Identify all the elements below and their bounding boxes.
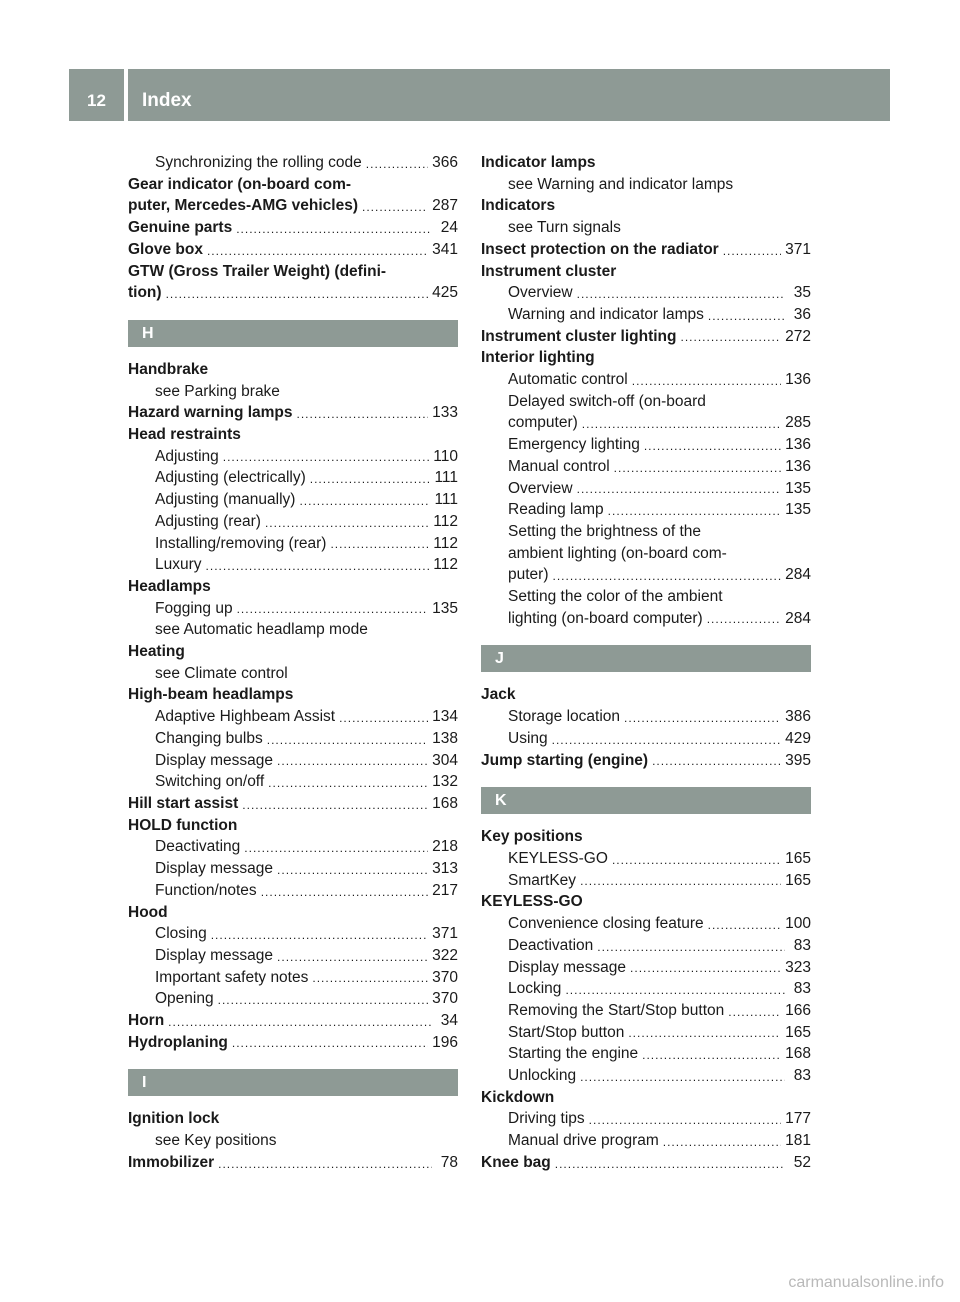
index-subentry bbox=[128, 945, 458, 967]
dot-leader bbox=[207, 246, 428, 256]
dot-leader bbox=[277, 865, 428, 875]
index-entry bbox=[128, 1152, 458, 1174]
index-subentry bbox=[128, 598, 458, 620]
page-ref: 24 bbox=[440, 219, 458, 237]
index-subentry bbox=[128, 152, 458, 174]
entry-text: Locking bbox=[508, 980, 562, 998]
page-ref: 313 bbox=[432, 860, 458, 878]
dot-leader bbox=[608, 506, 781, 516]
page-ref: 135 bbox=[432, 599, 458, 617]
index-subentry bbox=[481, 1000, 811, 1022]
entry-text: lighting (on-board computer) bbox=[508, 609, 703, 627]
index-entry bbox=[128, 217, 458, 239]
dot-leader bbox=[580, 876, 781, 886]
page-number: 12 bbox=[87, 91, 106, 110]
dot-leader bbox=[708, 311, 785, 321]
index-subentry bbox=[128, 706, 458, 728]
page-ref: 177 bbox=[785, 1110, 811, 1128]
dot-leader bbox=[166, 289, 429, 299]
entry-text: Closing bbox=[155, 925, 207, 943]
entry-text: Overview bbox=[508, 284, 573, 302]
entry-text: Unlocking bbox=[508, 1067, 577, 1085]
page-ref: 323 bbox=[785, 958, 811, 976]
index-subentry bbox=[481, 412, 811, 434]
index-heading: Hood bbox=[128, 903, 168, 921]
entry-text: Insect protection on the radiator bbox=[481, 240, 719, 258]
dot-leader bbox=[218, 1159, 432, 1169]
entry-text: Changing bulbs bbox=[155, 729, 263, 747]
entry-text: Reading lamp bbox=[508, 501, 604, 519]
entry-text: Hill start assist bbox=[128, 794, 239, 812]
index-heading: see Key positions bbox=[155, 1132, 277, 1150]
index-subentry bbox=[481, 913, 811, 935]
index-subentry bbox=[481, 434, 811, 456]
index-subentry bbox=[481, 935, 811, 957]
page-ref: 138 bbox=[432, 729, 458, 747]
dot-leader bbox=[707, 614, 781, 624]
entry-text: Glove box bbox=[128, 240, 203, 258]
page-ref: 168 bbox=[432, 794, 458, 812]
page-ref: 112 bbox=[433, 556, 458, 574]
dot-leader bbox=[614, 463, 781, 473]
index-subentry bbox=[128, 880, 458, 902]
dot-leader bbox=[299, 496, 430, 506]
entry-text: Instrument cluster lighting bbox=[481, 327, 677, 345]
page-ref: 34 bbox=[440, 1012, 458, 1030]
index-heading: Key positions bbox=[481, 828, 583, 846]
dot-leader bbox=[723, 246, 781, 256]
index-subentry bbox=[128, 728, 458, 750]
section-header: K bbox=[481, 787, 811, 814]
index-entry bbox=[128, 1032, 458, 1054]
index-subentry bbox=[481, 608, 811, 630]
page-ref: 83 bbox=[793, 980, 811, 998]
dot-leader bbox=[232, 1038, 428, 1048]
page-ref: 287 bbox=[432, 197, 458, 215]
index-subentry bbox=[128, 836, 458, 858]
index-heading: see Turn signals bbox=[508, 219, 621, 237]
dot-leader bbox=[582, 419, 781, 429]
index-heading: HOLD function bbox=[128, 816, 238, 834]
page-ref: 284 bbox=[785, 609, 811, 627]
entry-text: Driving tips bbox=[508, 1110, 585, 1128]
page-ref: 36 bbox=[793, 305, 811, 323]
index-entry bbox=[481, 326, 811, 348]
entry-text: Adjusting (manually) bbox=[155, 491, 296, 509]
page-ref: 165 bbox=[785, 871, 811, 889]
index-subentry bbox=[481, 1065, 811, 1087]
entry-text: Jump starting (engine) bbox=[481, 751, 649, 769]
page-ref: 166 bbox=[785, 1001, 811, 1019]
entry-text: Deactivating bbox=[155, 838, 241, 856]
index-heading: High-beam headlamps bbox=[128, 686, 294, 704]
page-ref: 386 bbox=[785, 708, 811, 726]
entry-text: Display message bbox=[155, 751, 274, 769]
index-subentry bbox=[128, 750, 458, 772]
index-heading: Handbrake bbox=[128, 360, 209, 378]
entry-text: Adjusting (rear) bbox=[155, 512, 261, 530]
entry-text: Warning and indicator lamps bbox=[508, 305, 704, 323]
page-ref: 285 bbox=[785, 414, 811, 432]
entry-text: Deactivation bbox=[508, 936, 594, 954]
section-header: J bbox=[481, 645, 811, 672]
dot-leader bbox=[267, 735, 428, 745]
index-subentry bbox=[481, 499, 811, 521]
dot-leader bbox=[297, 409, 429, 419]
index-subentry bbox=[481, 282, 811, 304]
dot-leader bbox=[624, 713, 781, 723]
index-entry bbox=[128, 195, 458, 217]
index-heading: Ignition lock bbox=[128, 1110, 220, 1128]
index-subentry bbox=[128, 554, 458, 576]
index-entry bbox=[128, 402, 458, 424]
page-ref: 165 bbox=[785, 849, 811, 867]
dot-leader bbox=[680, 332, 781, 342]
page-ref: 218 bbox=[432, 838, 458, 856]
dot-leader bbox=[628, 1028, 781, 1038]
dot-leader bbox=[577, 484, 782, 494]
page-ref: 429 bbox=[785, 729, 811, 747]
page-ref: 112 bbox=[433, 534, 458, 552]
index-heading: Indicators bbox=[481, 197, 556, 215]
index-subentry bbox=[481, 304, 811, 326]
entry-text: Hazard warning lamps bbox=[128, 404, 293, 422]
page-ref: 322 bbox=[432, 946, 458, 964]
dot-leader bbox=[265, 518, 429, 528]
page-ref: 371 bbox=[432, 925, 458, 943]
index-subentry bbox=[481, 957, 811, 979]
page-ref: 112 bbox=[433, 512, 458, 530]
dot-leader bbox=[339, 713, 428, 723]
watermark: carmanualsonline.info bbox=[788, 1274, 944, 1291]
index-heading: Heating bbox=[128, 643, 185, 661]
dot-leader bbox=[223, 452, 430, 462]
page-ref: 272 bbox=[785, 327, 811, 345]
dot-leader bbox=[236, 224, 432, 234]
page-ref: 341 bbox=[432, 240, 458, 258]
header-bar bbox=[128, 69, 890, 121]
page-ref: 52 bbox=[793, 1153, 811, 1171]
page-ref: 132 bbox=[432, 773, 458, 791]
dot-leader bbox=[277, 952, 428, 962]
index-subentry bbox=[128, 967, 458, 989]
index-subentry bbox=[128, 923, 458, 945]
entry-text: Adjusting (electrically) bbox=[155, 469, 306, 487]
dot-leader bbox=[580, 1072, 785, 1082]
page-ref: 83 bbox=[793, 936, 811, 954]
dot-leader bbox=[268, 778, 428, 788]
dot-leader bbox=[644, 441, 781, 451]
entry-text: Function/notes bbox=[155, 881, 257, 899]
page-ref: 100 bbox=[785, 915, 811, 933]
dot-leader bbox=[652, 756, 781, 766]
entry-text: Automatic control bbox=[508, 371, 628, 389]
entry-text: puter) bbox=[508, 566, 549, 584]
index-subentry bbox=[481, 564, 811, 586]
index-entry bbox=[128, 1010, 458, 1032]
index-subentry bbox=[481, 728, 811, 750]
index-heading: ambient lighting (on-board com- bbox=[508, 544, 727, 562]
index-subentry bbox=[481, 1043, 811, 1065]
dot-leader bbox=[597, 942, 785, 952]
entry-text: Genuine parts bbox=[128, 219, 233, 237]
dot-leader bbox=[553, 571, 782, 581]
index-subentry bbox=[481, 848, 811, 870]
dot-leader bbox=[211, 930, 428, 940]
dot-leader bbox=[261, 887, 428, 897]
page-ref: 165 bbox=[785, 1023, 811, 1041]
page-ref: 366 bbox=[432, 154, 458, 171]
page-ref: 370 bbox=[432, 968, 458, 986]
entry-text: Horn bbox=[128, 1012, 165, 1030]
page-ref: 35 bbox=[793, 284, 811, 302]
entry-text: SmartKey bbox=[508, 871, 577, 889]
index-heading: Setting the color of the ambient bbox=[508, 588, 723, 606]
entry-text: computer) bbox=[508, 414, 578, 432]
index-subentry bbox=[481, 478, 811, 500]
index-subentry bbox=[481, 1108, 811, 1130]
index-entry bbox=[481, 1152, 811, 1174]
entry-text: Display message bbox=[155, 860, 274, 878]
entry-text: Display message bbox=[508, 958, 627, 976]
index-subentry bbox=[481, 978, 811, 1000]
entry-text: Adaptive Highbeam Assist bbox=[155, 708, 336, 726]
dot-leader bbox=[206, 561, 430, 571]
index-heading: Gear indicator (on-board com- bbox=[128, 175, 352, 193]
dot-leader bbox=[277, 756, 428, 766]
entry-text: Manual control bbox=[508, 457, 610, 475]
page-ref: 284 bbox=[785, 566, 811, 584]
entry-text: Luxury bbox=[155, 556, 202, 574]
dot-leader bbox=[552, 735, 781, 745]
page-ref: 181 bbox=[785, 1132, 811, 1150]
index-entry bbox=[128, 282, 458, 304]
page-ref: 304 bbox=[432, 751, 458, 769]
page-ref: 83 bbox=[793, 1067, 811, 1085]
entry-text: Fogging up bbox=[155, 599, 233, 617]
page-ref: 136 bbox=[785, 371, 811, 389]
index-subentry bbox=[128, 858, 458, 880]
page-ref: 136 bbox=[785, 436, 811, 454]
dot-leader bbox=[630, 963, 781, 973]
page-ref: 395 bbox=[785, 751, 811, 769]
index-subentry bbox=[128, 533, 458, 555]
page-ref: 110 bbox=[433, 447, 458, 465]
index-entry bbox=[128, 239, 458, 261]
index-heading: Kickdown bbox=[481, 1088, 555, 1106]
index-subentry bbox=[481, 456, 811, 478]
index-subentry bbox=[481, 706, 811, 728]
dot-leader bbox=[310, 474, 431, 484]
entry-text: Opening bbox=[155, 990, 214, 1008]
entry-text: Important safety notes bbox=[155, 968, 309, 986]
index-heading: Jack bbox=[481, 686, 516, 704]
index-subentry bbox=[481, 870, 811, 892]
entry-text: Overview bbox=[508, 479, 573, 497]
page-ref: 217 bbox=[432, 881, 458, 899]
page-ref: 135 bbox=[785, 479, 811, 497]
section-header: H bbox=[128, 320, 458, 347]
dot-leader bbox=[589, 1115, 781, 1125]
index-subentry bbox=[128, 771, 458, 793]
entry-text: Storage location bbox=[508, 708, 621, 726]
entry-text: puter, Mercedes-AMG vehicles) bbox=[128, 197, 358, 215]
page-ref: 111 bbox=[434, 469, 458, 487]
page-ref: 135 bbox=[785, 501, 811, 519]
index-heading: see Climate control bbox=[155, 664, 288, 682]
index-heading: GTW (Gross Trailer Weight) (defini- bbox=[128, 262, 387, 280]
index-heading: Indicator lamps bbox=[481, 154, 596, 171]
dot-leader bbox=[312, 973, 428, 983]
entry-text: Immobilizer bbox=[128, 1153, 215, 1171]
entry-text: Emergency lighting bbox=[508, 436, 640, 454]
index-heading: see Warning and indicator lamps bbox=[508, 175, 734, 193]
dot-leader bbox=[555, 1159, 785, 1169]
page-title: Index bbox=[142, 90, 192, 111]
entry-text: Display message bbox=[155, 946, 274, 964]
dot-leader bbox=[632, 376, 781, 386]
page-ref: 133 bbox=[432, 404, 458, 422]
section-header: I bbox=[128, 1069, 458, 1096]
entry-text: Start/Stop button bbox=[508, 1023, 625, 1041]
entry-text: Hydroplaning bbox=[128, 1033, 228, 1051]
index-heading: Instrument cluster bbox=[481, 262, 617, 280]
index-heading: Head restraints bbox=[128, 426, 241, 444]
dot-leader bbox=[663, 1137, 781, 1147]
dot-leader bbox=[237, 604, 429, 614]
page-ref: 371 bbox=[785, 240, 811, 258]
index-entry bbox=[128, 793, 458, 815]
index-heading: Delayed switch-off (on-board bbox=[508, 392, 706, 410]
dot-leader bbox=[330, 539, 429, 549]
entry-text: KEYLESS-GO bbox=[508, 849, 608, 867]
page-ref: 196 bbox=[432, 1033, 458, 1051]
entry-text: Installing/removing (rear) bbox=[155, 534, 327, 552]
page-ref: 136 bbox=[785, 457, 811, 475]
index-heading: Interior lighting bbox=[481, 349, 595, 367]
entry-text: Knee bag bbox=[481, 1153, 551, 1171]
index-subentry bbox=[128, 467, 458, 489]
dot-leader bbox=[362, 202, 428, 212]
entry-text: Switching on/off bbox=[155, 773, 265, 791]
page-ref: 78 bbox=[440, 1153, 458, 1171]
index-heading: Setting the brightness of the bbox=[508, 522, 702, 540]
page-ref: 134 bbox=[432, 708, 458, 726]
entry-text: Starting the engine bbox=[508, 1045, 639, 1063]
dot-leader bbox=[642, 1050, 781, 1060]
page-ref: 370 bbox=[432, 990, 458, 1008]
index-heading: see Automatic headlamp mode bbox=[155, 621, 368, 639]
page-ref: 111 bbox=[434, 491, 458, 509]
entry-text: Adjusting bbox=[155, 447, 219, 465]
index-column-right bbox=[481, 152, 811, 1174]
dot-leader bbox=[218, 995, 429, 1005]
entry-text: Manual drive program bbox=[508, 1132, 659, 1150]
index-heading: see Parking brake bbox=[155, 382, 280, 400]
dot-leader bbox=[708, 920, 782, 930]
index-subentry bbox=[128, 511, 458, 533]
dot-leader bbox=[242, 800, 428, 810]
dot-leader bbox=[577, 289, 785, 299]
entry-text: Convenience closing feature bbox=[508, 915, 704, 933]
dot-leader bbox=[728, 1007, 781, 1017]
dot-leader bbox=[565, 985, 785, 995]
index-subentry bbox=[481, 369, 811, 391]
index-subentry bbox=[128, 489, 458, 511]
entry-text: tion) bbox=[128, 284, 162, 302]
index-column-left bbox=[128, 152, 458, 1174]
entry-text: Removing the Start/Stop button bbox=[508, 1001, 725, 1019]
dot-leader bbox=[366, 159, 428, 169]
index-heading: Headlamps bbox=[128, 577, 211, 595]
entry-text: Synchronizing the rolling code bbox=[155, 154, 362, 171]
index-subentry bbox=[481, 1130, 811, 1152]
entry-text: Using bbox=[508, 729, 548, 747]
dot-leader bbox=[612, 855, 781, 865]
index-subentry bbox=[128, 988, 458, 1010]
page-ref: 425 bbox=[432, 284, 458, 302]
index-entry bbox=[481, 239, 811, 261]
page-ref: 168 bbox=[785, 1045, 811, 1063]
index-heading: KEYLESS-GO bbox=[481, 893, 583, 911]
index-subentry bbox=[128, 446, 458, 468]
dot-leader bbox=[168, 1017, 432, 1027]
index-subentry bbox=[481, 1022, 811, 1044]
dot-leader bbox=[244, 843, 428, 853]
index-entry bbox=[481, 750, 811, 772]
